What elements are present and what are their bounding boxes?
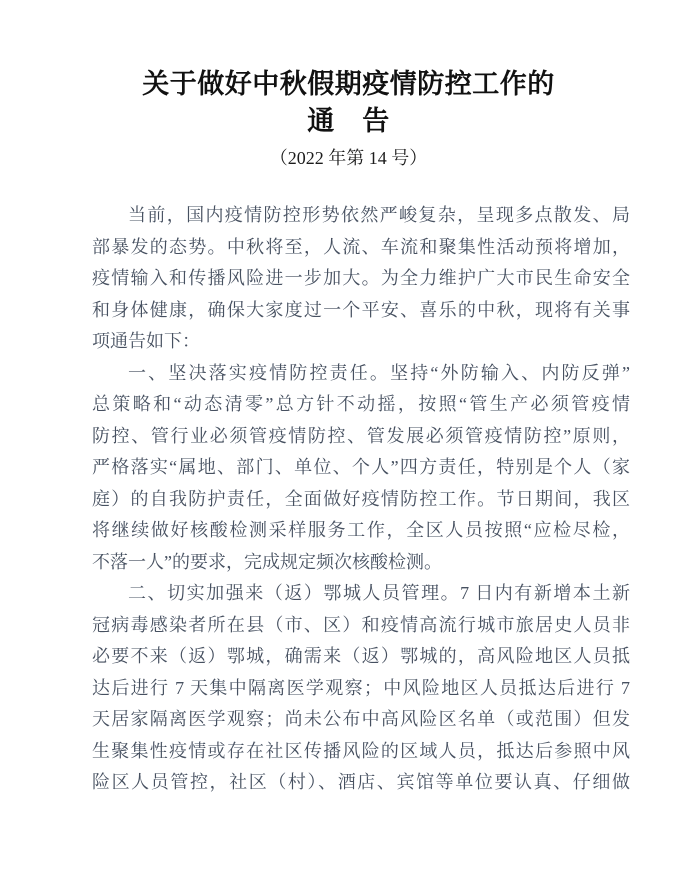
text-line: 天居家隔离医学观察；尚未公布中高风险区名单（或范围）但发 [92,709,630,729]
text-line: 一、坚决落实疫情防控责任。坚持“外防输入、内防反弹” [128,362,630,383]
document-body [92,200,630,799]
text-line: 当前，国内疫情防控形势依然严峻复杂，呈现多点散发、局 [128,205,630,225]
paragraph [92,578,630,799]
document-number: （2022 年第 14 号） [269,148,428,168]
document-title-line2: 通 告 [307,106,390,136]
paragraph [92,358,630,579]
text-line: 不落一人”的要求，完成规定频次核酸检测。 [92,551,442,572]
text-line: 总策略和“动态清零”总方针不动摇，按照“管生产必须管疫情 [92,394,630,414]
text-line: 部暴发的态势。中秋将至，人流、车流和聚集性活动预将增加， [92,236,630,257]
text-line: 将继续做好核酸检测采样服务工作，全区人员按照“应检尽检， [92,520,630,540]
text-line: 和身体健康，确保大家度过一个平安、喜乐的中秋，现将有关事 [92,299,630,320]
text-line: 达后进行 7 天集中隔离医学观察；中风险地区人员抵达后进行 7 [92,677,630,698]
text-line: 项通告如下： [92,331,200,351]
text-line: 疫情输入和传播风险进一步加大。为全力维护广大市民生命安全 [92,268,630,288]
text-line: 必要不来（返）鄂城，确需来（返）鄂城的，高风险地区人员抵 [92,646,630,666]
text-line: 严格落实“属地、部门、单位、个人”四方责任，特别是个人（家 [92,457,630,477]
paragraph [92,200,630,358]
text-line: 防控、管行业必须管疫情防控、管发展必须管疫情防控”原则， [92,425,630,446]
text-line: 险区人员管控，社区（村）、酒店、宾馆等单位要认真、仔细做 [92,772,630,792]
text-line: 冠病毒感染者所在县（市、区）和疫情高流行城市旅居史人员非 [92,614,630,635]
text-line: 二、切实加强来（返）鄂城人员管理。7 日内有新增本土新 [128,583,630,603]
document-header [0,66,697,171]
document-title-line1: 关于做好中秋假期疫情防控工作的 [142,69,555,99]
text-line: 庭）的自我防护责任，全面做好疫情防控工作。节日期间，我区 [92,488,630,509]
text-line: 生聚集性疫情或存在社区传播风险的区域人员，抵达后参照中风 [92,740,630,761]
